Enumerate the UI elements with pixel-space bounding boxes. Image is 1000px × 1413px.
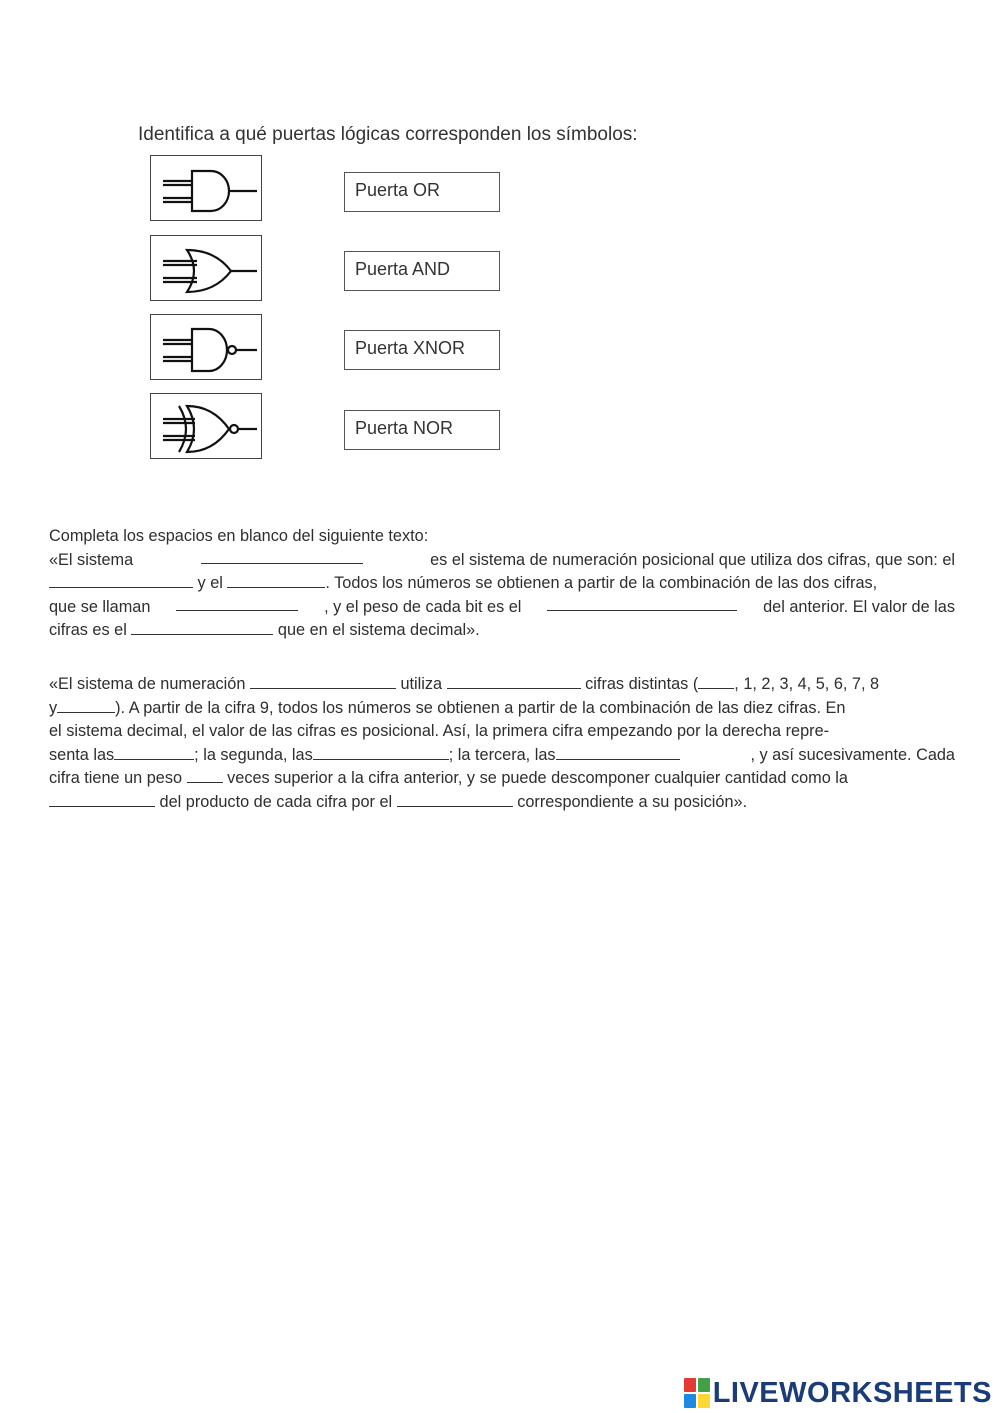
blank-digit-2[interactable] [227, 573, 325, 588]
liveworksheets-logo-icon [684, 1378, 710, 1408]
blank-sum[interactable] [49, 792, 155, 807]
blank-power[interactable] [397, 792, 513, 807]
or-gate-icon [151, 236, 263, 302]
binary-line-2: y el . Todos los números se obtienen a partir de la combinación de las dos cifras, [49, 572, 955, 596]
blank-tens[interactable] [313, 745, 449, 760]
liveworksheets-brand [684, 1376, 992, 1410]
blank-hundreds[interactable] [556, 745, 680, 760]
gate-symbol-box-4 [150, 393, 262, 459]
nand-gate-icon [151, 315, 263, 381]
gate-symbol-box-1 [150, 155, 262, 221]
decimal-line-5: cifra tiene un peso veces superior a la cifra anterior, y se puede descomponer cualquier cantidad como la [49, 769, 848, 788]
blank-decimal-system[interactable] [250, 674, 396, 689]
blank-digit-1[interactable] [49, 573, 193, 588]
blank-ten[interactable] [447, 674, 581, 689]
decimal-line-3: el sistema decimal, el valor de las cifras es posicional. Así, la primera cifra empezando por la derecha repre- [49, 722, 830, 741]
gate-answer-4[interactable]: Puerta NOR [344, 410, 500, 450]
brand-name: LIVEWORKSHEETS [712, 1376, 992, 1409]
decimal-line-2: y ). A partir de la cifra 9, todos los números se obtienen a partir de la combinación de las diez cifras. En [49, 698, 846, 717]
fill-instruction: Completa los espacios en blanco del siguiente texto: [49, 527, 429, 545]
blank-binary-system[interactable] [201, 549, 363, 564]
gates-instruction: Identifica a qué puertas lógicas corresponden los símbolos: [138, 124, 638, 145]
decimal-line-4: senta las ; la segunda, las ; la tercera, las , y así sucesivamente. Cada [49, 745, 955, 764]
cut-off-text-fragment [49, 656, 389, 664]
blank-same[interactable] [131, 620, 273, 635]
binary-paragraph [49, 525, 955, 643]
blank-units[interactable] [114, 745, 194, 760]
gate-answer-1[interactable]: Puerta OR [344, 172, 500, 212]
blank-nine[interactable] [57, 698, 115, 713]
decimal-line-6: del producto de cada cifra por el correspondiente a su posición». [49, 791, 955, 815]
blank-zero[interactable] [698, 674, 734, 689]
gate-symbol-box-3 [150, 314, 262, 380]
blank-weight[interactable] [187, 768, 223, 783]
decimal-line-1: «El sistema de numeración utiliza cifras distintas ( , 1, 2, 3, 4, 5, 6, 7, 8 [49, 675, 880, 693]
binary-line-4: cifras es el que en el sistema decimal». [49, 621, 480, 640]
gate-answer-2[interactable]: Puerta AND [344, 251, 500, 291]
blank-double[interactable] [547, 596, 737, 611]
binary-line-1: «El sistema es el sistema de numeración posicional que utiliza dos cifras, que son: el [49, 550, 955, 569]
and-gate-icon [151, 156, 263, 222]
binary-line-3: que se llaman , y el peso de cada bit es el del anterior. El valor de las [49, 597, 955, 616]
gate-symbol-box-2 [150, 235, 262, 301]
gate-answer-3[interactable]: Puerta XNOR [344, 330, 500, 370]
blank-bits[interactable] [176, 596, 298, 611]
decimal-paragraph [49, 673, 955, 815]
xnor-gate-icon [151, 394, 263, 460]
